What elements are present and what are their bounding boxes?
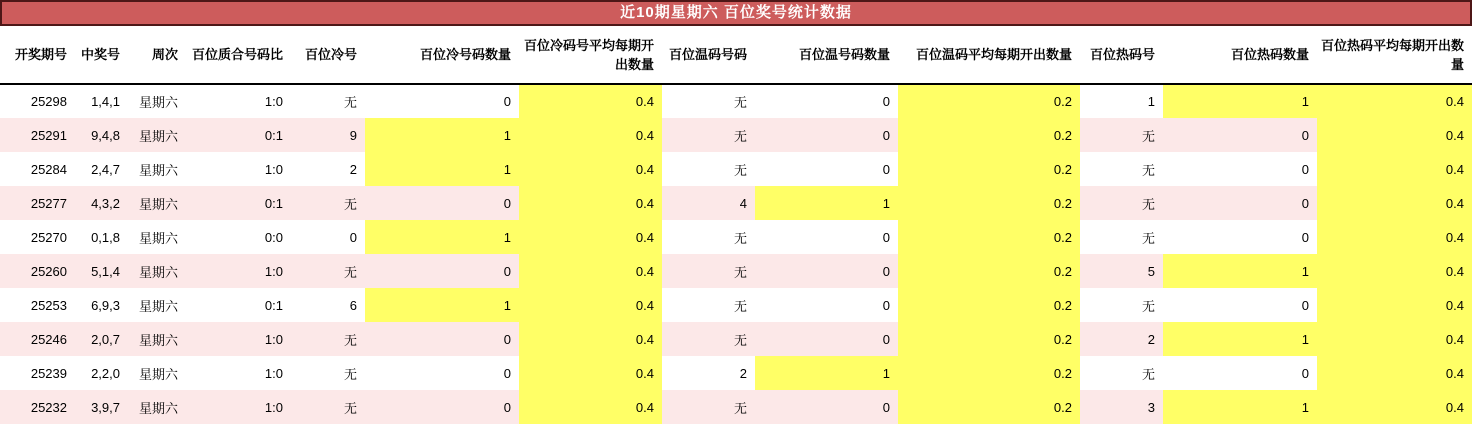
header-row [0, 26, 1472, 84]
table-cell: 0 [1163, 220, 1317, 254]
table-cell: 1 [755, 356, 898, 390]
table-cell: 无 [662, 220, 755, 254]
table-cell: 2 [1080, 322, 1163, 356]
table-cell: 无 [1080, 288, 1163, 322]
table-cell: 25291 [0, 118, 75, 152]
table-cell: 1:0 [186, 322, 291, 356]
table-cell: 6,9,3 [75, 288, 128, 322]
column-header-cold-count: 百位冷号码数量 [365, 26, 519, 84]
table-cell: 0.4 [519, 390, 662, 424]
table-cell: 0.4 [1317, 254, 1472, 288]
table-body [0, 84, 1472, 424]
table-cell: 0.2 [898, 390, 1080, 424]
table-cell: 0.4 [1317, 84, 1472, 118]
table-cell: 0.4 [519, 84, 662, 118]
table-cell: 无 [662, 118, 755, 152]
table-cell: 1 [365, 220, 519, 254]
table-cell: 5,1,4 [75, 254, 128, 288]
table-cell: 无 [662, 84, 755, 118]
column-header-weekday: 周次 [128, 26, 186, 84]
table-cell: 0.4 [519, 356, 662, 390]
table-cell: 25270 [0, 220, 75, 254]
table-header [0, 26, 1472, 84]
hundreds-digit-stats-table [0, 26, 1472, 424]
table-cell: 0 [755, 288, 898, 322]
table-cell: 0.2 [898, 84, 1080, 118]
table-cell: 0:1 [186, 288, 291, 322]
table-cell: 0.4 [1317, 186, 1472, 220]
table-cell: 1 [365, 288, 519, 322]
table-cell: 0.4 [1317, 220, 1472, 254]
column-header-hot-count: 百位热码数量 [1163, 26, 1317, 84]
table-cell: 无 [662, 288, 755, 322]
table-cell: 无 [291, 84, 365, 118]
table-row [0, 254, 1472, 288]
table-cell: 1 [1163, 254, 1317, 288]
table-cell: 无 [1080, 220, 1163, 254]
table-cell: 9 [291, 118, 365, 152]
table-cell: 0 [365, 322, 519, 356]
table-cell: 星期六 [128, 254, 186, 288]
table-row [0, 186, 1472, 220]
table-cell: 0 [365, 390, 519, 424]
table-cell: 0.2 [898, 356, 1080, 390]
table-cell: 星期六 [128, 84, 186, 118]
table-cell: 0.2 [898, 152, 1080, 186]
table-cell: 0 [755, 254, 898, 288]
table-cell: 1:0 [186, 84, 291, 118]
table-cell: 0.4 [1317, 152, 1472, 186]
table-cell: 0 [365, 84, 519, 118]
table-cell: 0 [365, 356, 519, 390]
table-cell: 1 [1163, 322, 1317, 356]
table-cell: 0.4 [1317, 288, 1472, 322]
table-cell: 25260 [0, 254, 75, 288]
table-row [0, 288, 1472, 322]
table-cell: 25246 [0, 322, 75, 356]
table-cell: 0.2 [898, 220, 1080, 254]
table-cell: 25298 [0, 84, 75, 118]
table-cell: 1:0 [186, 356, 291, 390]
table-cell: 1:0 [186, 152, 291, 186]
table-cell: 0.2 [898, 288, 1080, 322]
table-cell: 0.4 [519, 254, 662, 288]
table-cell: 1 [755, 186, 898, 220]
table-cell: 25284 [0, 152, 75, 186]
table-cell: 2,0,7 [75, 322, 128, 356]
table-cell: 1:0 [186, 390, 291, 424]
table-cell: 0.2 [898, 322, 1080, 356]
table-cell: 无 [662, 322, 755, 356]
table-cell: 0.4 [519, 288, 662, 322]
table-cell: 25239 [0, 356, 75, 390]
table-cell: 0 [755, 322, 898, 356]
column-header-hot-number: 百位热码号 [1080, 26, 1163, 84]
column-header-hot-average: 百位热码平均每期开出数量 [1317, 26, 1472, 84]
table-cell: 星期六 [128, 322, 186, 356]
table-cell: 无 [1080, 356, 1163, 390]
table-row [0, 390, 1472, 424]
table-cell: 星期六 [128, 152, 186, 186]
column-header-prime-composite-ratio: 百位质合号码比 [186, 26, 291, 84]
table-row [0, 322, 1472, 356]
table-cell: 0.4 [519, 152, 662, 186]
table-cell: 0 [755, 118, 898, 152]
table-cell: 0 [1163, 186, 1317, 220]
table-cell: 0.4 [1317, 118, 1472, 152]
table-cell: 0.4 [1317, 390, 1472, 424]
table-cell: 1 [1163, 390, 1317, 424]
table-cell: 4 [662, 186, 755, 220]
table-cell: 0 [1163, 152, 1317, 186]
table-cell: 0.4 [1317, 322, 1472, 356]
table-cell: 无 [291, 254, 365, 288]
table-row [0, 118, 1472, 152]
column-header-winning-number: 中奖号 [75, 26, 128, 84]
table-cell: 25253 [0, 288, 75, 322]
table-cell: 0 [1163, 118, 1317, 152]
table-row [0, 152, 1472, 186]
table-cell: 0.4 [519, 220, 662, 254]
table-cell: 3,9,7 [75, 390, 128, 424]
table-cell: 星期六 [128, 186, 186, 220]
table-cell: 0.4 [519, 118, 662, 152]
table-cell: 5 [1080, 254, 1163, 288]
table-cell: 2 [291, 152, 365, 186]
table-cell: 0:0 [186, 220, 291, 254]
table-cell: 0 [1163, 288, 1317, 322]
table-cell: 无 [662, 254, 755, 288]
table-cell: 3 [1080, 390, 1163, 424]
table-cell: 2,4,7 [75, 152, 128, 186]
table-cell: 无 [662, 390, 755, 424]
table-cell: 6 [291, 288, 365, 322]
table-cell: 1 [365, 118, 519, 152]
table-cell: 1,4,1 [75, 84, 128, 118]
column-header-draw-number: 开奖期号 [0, 26, 75, 84]
table-cell: 星期六 [128, 118, 186, 152]
table-cell: 无 [291, 390, 365, 424]
table-cell: 0:1 [186, 186, 291, 220]
table-row [0, 356, 1472, 390]
table-cell: 25277 [0, 186, 75, 220]
table-cell: 无 [1080, 118, 1163, 152]
table-row [0, 84, 1472, 118]
table-cell: 星期六 [128, 390, 186, 424]
column-header-cold-number: 百位冷号 [291, 26, 365, 84]
table-row [0, 220, 1472, 254]
table-cell: 0 [755, 390, 898, 424]
table-cell: 0.2 [898, 254, 1080, 288]
table-cell: 0,1,8 [75, 220, 128, 254]
table-cell: 0 [365, 186, 519, 220]
page-title: 近10期星期六 百位奖号统计数据 [0, 0, 1472, 26]
table-cell: 9,4,8 [75, 118, 128, 152]
table-cell: 0.2 [898, 186, 1080, 220]
table-cell: 0 [291, 220, 365, 254]
table-cell: 0.4 [519, 186, 662, 220]
table-cell: 0 [365, 254, 519, 288]
column-header-warm-count: 百位温号码数量 [755, 26, 898, 84]
table-cell: 2 [662, 356, 755, 390]
table-cell: 1 [1163, 84, 1317, 118]
table-cell: 星期六 [128, 220, 186, 254]
table-cell: 无 [1080, 186, 1163, 220]
table-cell: 0 [1163, 356, 1317, 390]
table-cell: 无 [291, 186, 365, 220]
table-cell: 无 [291, 356, 365, 390]
table-cell: 0:1 [186, 118, 291, 152]
column-header-cold-average: 百位冷码号平均每期开出数量 [519, 26, 662, 84]
table-cell: 0.2 [898, 118, 1080, 152]
table-cell: 0 [755, 84, 898, 118]
table-cell: 1:0 [186, 254, 291, 288]
table-cell: 25232 [0, 390, 75, 424]
table-cell: 无 [291, 322, 365, 356]
table-cell: 无 [1080, 152, 1163, 186]
table-cell: 0 [755, 152, 898, 186]
table-cell: 1 [1080, 84, 1163, 118]
table-cell: 星期六 [128, 356, 186, 390]
table-cell: 1 [365, 152, 519, 186]
table-cell: 0.4 [519, 322, 662, 356]
column-header-warm-number: 百位温码号码 [662, 26, 755, 84]
table-cell: 0 [755, 220, 898, 254]
table-cell: 4,3,2 [75, 186, 128, 220]
column-header-warm-average: 百位温码平均每期开出数量 [898, 26, 1080, 84]
table-cell: 0.4 [1317, 356, 1472, 390]
table-cell: 无 [662, 152, 755, 186]
table-cell: 星期六 [128, 288, 186, 322]
table-cell: 2,2,0 [75, 356, 128, 390]
